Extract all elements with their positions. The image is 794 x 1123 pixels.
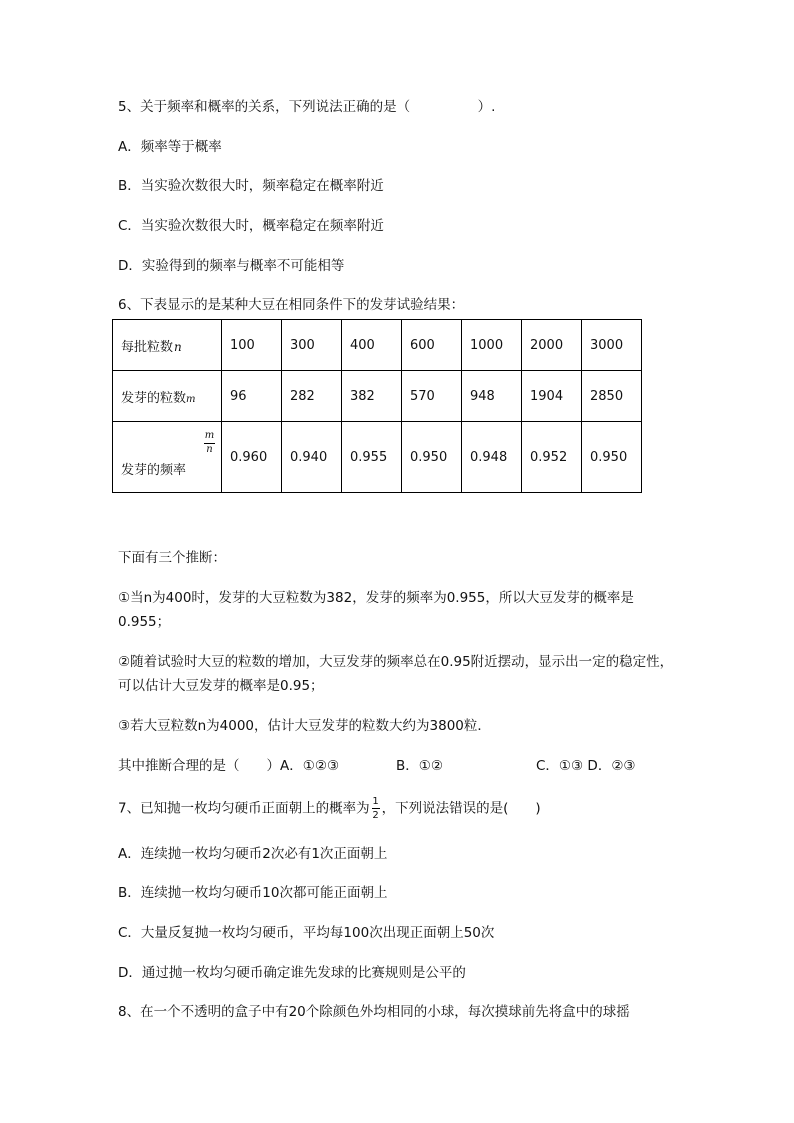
table-cell: 948 [462, 371, 522, 422]
table-cell: 3000 [582, 320, 642, 371]
table-cell: 0.950 [582, 422, 642, 493]
question-5-option-b: B．当实验次数很大时，频率稳定在概率附近 [118, 178, 384, 194]
inference-2: ②随着试验时大豆的粒数的增加，大豆发芽的频率总在0.95附近摆动，显示出一定的稳定性，可以估计大豆发芽的概率是0.95； [118, 654, 674, 694]
question-5-option-a: A．频率等于概率 [118, 139, 222, 155]
table-cell: 1000 [462, 320, 522, 371]
question-8-stem: 8、在一个不透明的盒子中有20个除颜色外均相同的小球，每次摸球前先将盒中的球摇 [118, 1004, 630, 1020]
inference-3: ③若大豆粒数n为4000，估计大豆发芽的粒数大约为3800粒． [118, 718, 491, 734]
table-cell: 400 [342, 320, 402, 371]
question-5-option-d: D．实验得到的频率与概率不可能相等 [118, 258, 345, 274]
table-cell: 0.952 [522, 422, 582, 493]
table-cell: 570 [402, 371, 462, 422]
fraction-one-half: $\frac{1}{2}$ [372, 796, 379, 821]
table-cell: 300 [282, 320, 342, 371]
question-6-ask: 其中推断合理的是（ ）A．①②③ [118, 758, 340, 774]
question-7-option-d: D．通过抛一枚均匀硬币确定谁先发球的比赛规则是公平的 [118, 965, 466, 981]
inference-1: ①当n为400时，发芽的大豆粒数为382，发芽的频率为0.955，所以大豆发芽的概率是0.955； [118, 590, 634, 630]
table-cell: 0.960 [222, 422, 282, 493]
table-cell: 282 [282, 371, 342, 422]
row-header-germinated-count: 发芽的粒数m [113, 371, 222, 422]
inference-intro: 下面有三个推断： [118, 550, 226, 566]
question-5-stem: 5、关于频率和概率的关系，下列说法正确的是（ ）. [118, 99, 496, 115]
question-5-option-c: C．当实验次数很大时，概率稳定在频率附近 [118, 218, 384, 234]
question-6-option-cd: C．①③ D．②③ [536, 758, 636, 774]
table-cell: 96 [222, 371, 282, 422]
table-cell: 0.950 [402, 422, 462, 493]
table-cell: 1904 [522, 371, 582, 422]
question-7-option-c: C．大量反复抛一枚均匀硬币，平均每100次出现正面朝上50次 [118, 925, 495, 941]
table-cell: 0.955 [342, 422, 402, 493]
table-row [113, 320, 642, 371]
row-header-germination-rate: 发芽的频率 m n [113, 422, 222, 493]
table-cell: 100 [222, 320, 282, 371]
table-cell: 2850 [582, 371, 642, 422]
table-cell: 382 [342, 371, 402, 422]
table-cell: 600 [402, 320, 462, 371]
table-row [113, 422, 642, 493]
table-cell: 0.948 [462, 422, 522, 493]
question-7-option-a: A．连续抛一枚均匀硬币2次必有1次正面朝上 [118, 846, 388, 862]
germination-table [112, 319, 642, 493]
row-header-batch-count: 每批粒数n [113, 320, 222, 371]
fraction-m-over-n: m n [204, 430, 215, 455]
question-6-stem: 6、下表显示的是某种大豆在相同条件下的发芽试验结果： [118, 297, 465, 313]
table-row [113, 371, 642, 422]
question-6-option-b: B．①② [396, 758, 443, 774]
table-cell: 0.940 [282, 422, 342, 493]
question-7-stem: 7、已知抛一枚均匀硬币正面朝上的概率为 $\frac{1}{2}$ ，下列说法错误的是( ) [118, 796, 541, 821]
table-cell: 2000 [522, 320, 582, 371]
question-7-option-b: B．连续抛一枚均匀硬币10次都可能正面朝上 [118, 885, 388, 901]
